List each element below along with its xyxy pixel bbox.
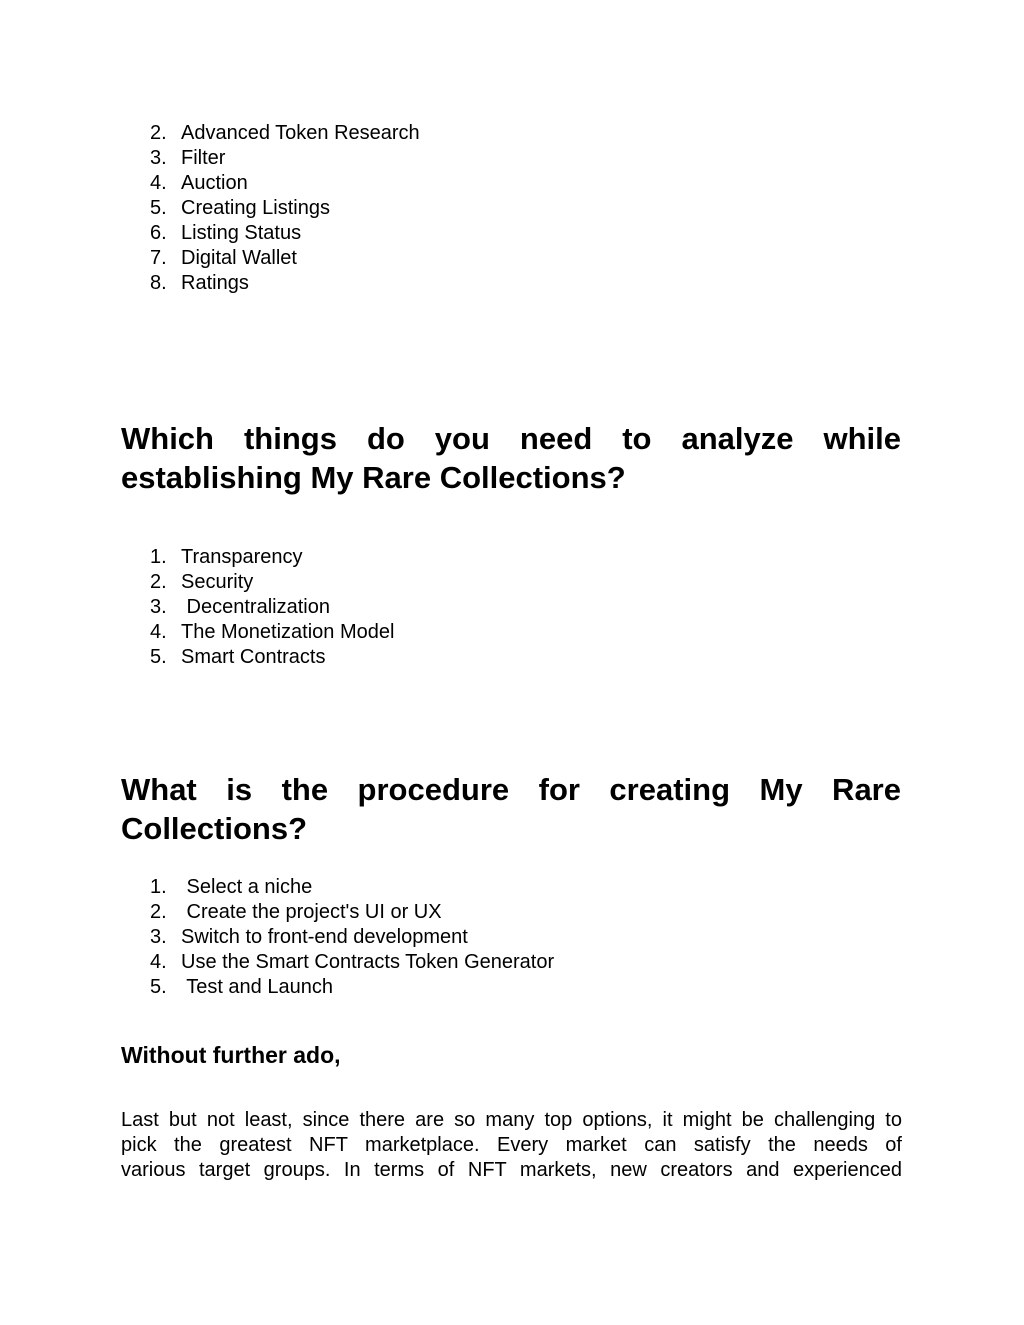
subheading-conclusion: Without further ado, — [121, 1042, 341, 1068]
list-item-text: Create the project's UI or UX — [181, 901, 442, 923]
conclusion-line: pick the greatest NFT marketplace. Every market can satisfy the needs of — [121, 1134, 902, 1156]
list-item-text: Transparency — [181, 546, 303, 568]
list-item-text: The Monetization Model — [181, 621, 395, 643]
list-item-text: Auction — [181, 172, 248, 194]
list-item-number: 6. — [150, 222, 167, 244]
list-item-text: Listing Status — [181, 222, 302, 244]
list-item-text: Use the Smart Contracts Token Generator — [181, 951, 555, 973]
list-item-number: 5. — [150, 646, 167, 668]
list-item-text: Switch to front-end development — [181, 926, 468, 948]
conclusion-line: various target groups. In terms of NFT markets, new creators and experienced — [121, 1159, 902, 1181]
list-item-number: 3. — [150, 596, 167, 618]
list-item-text: Advanced Token Research — [181, 122, 420, 144]
list-item-number: 7. — [150, 247, 167, 269]
list-item-number: 5. — [150, 197, 167, 219]
heading-analyze: Which things do you need to analyze while establishing My Rare Collections? — [121, 421, 901, 495]
list-item-number: 1. — [150, 876, 167, 898]
list-item-number: 4. — [150, 621, 167, 643]
list-item-text: Ratings — [181, 272, 249, 294]
list-item-text: Select a niche — [181, 876, 313, 898]
list-item-text: Digital Wallet — [181, 247, 297, 269]
heading-procedure: What is the procedure for creating My Rare Collections? — [121, 772, 901, 846]
list-item-text: Security — [181, 571, 254, 593]
list-item-text: Test and Launch — [181, 976, 333, 998]
list-item-text: Decentralization — [181, 596, 330, 618]
list-item-number: 4. — [150, 951, 167, 973]
list-item-number: 3. — [150, 147, 167, 169]
list-item-number: 3. — [150, 926, 167, 948]
list-item-number: 2. — [150, 571, 167, 593]
list-item-text: Filter — [181, 147, 226, 169]
list-item-number: 2. — [150, 122, 167, 144]
list-item-number: 2. — [150, 901, 167, 923]
list-item-number: 4. — [150, 172, 167, 194]
conclusion-line: Last but not least, since there are so many top options, it might be challenging to — [121, 1109, 902, 1131]
list-item-number: 8. — [150, 272, 167, 294]
list-item-number: 5. — [150, 976, 167, 998]
list-item-text: Smart Contracts — [181, 646, 326, 668]
list-item-text: Creating Listings — [181, 197, 330, 219]
list-item-number: 1. — [150, 546, 167, 568]
